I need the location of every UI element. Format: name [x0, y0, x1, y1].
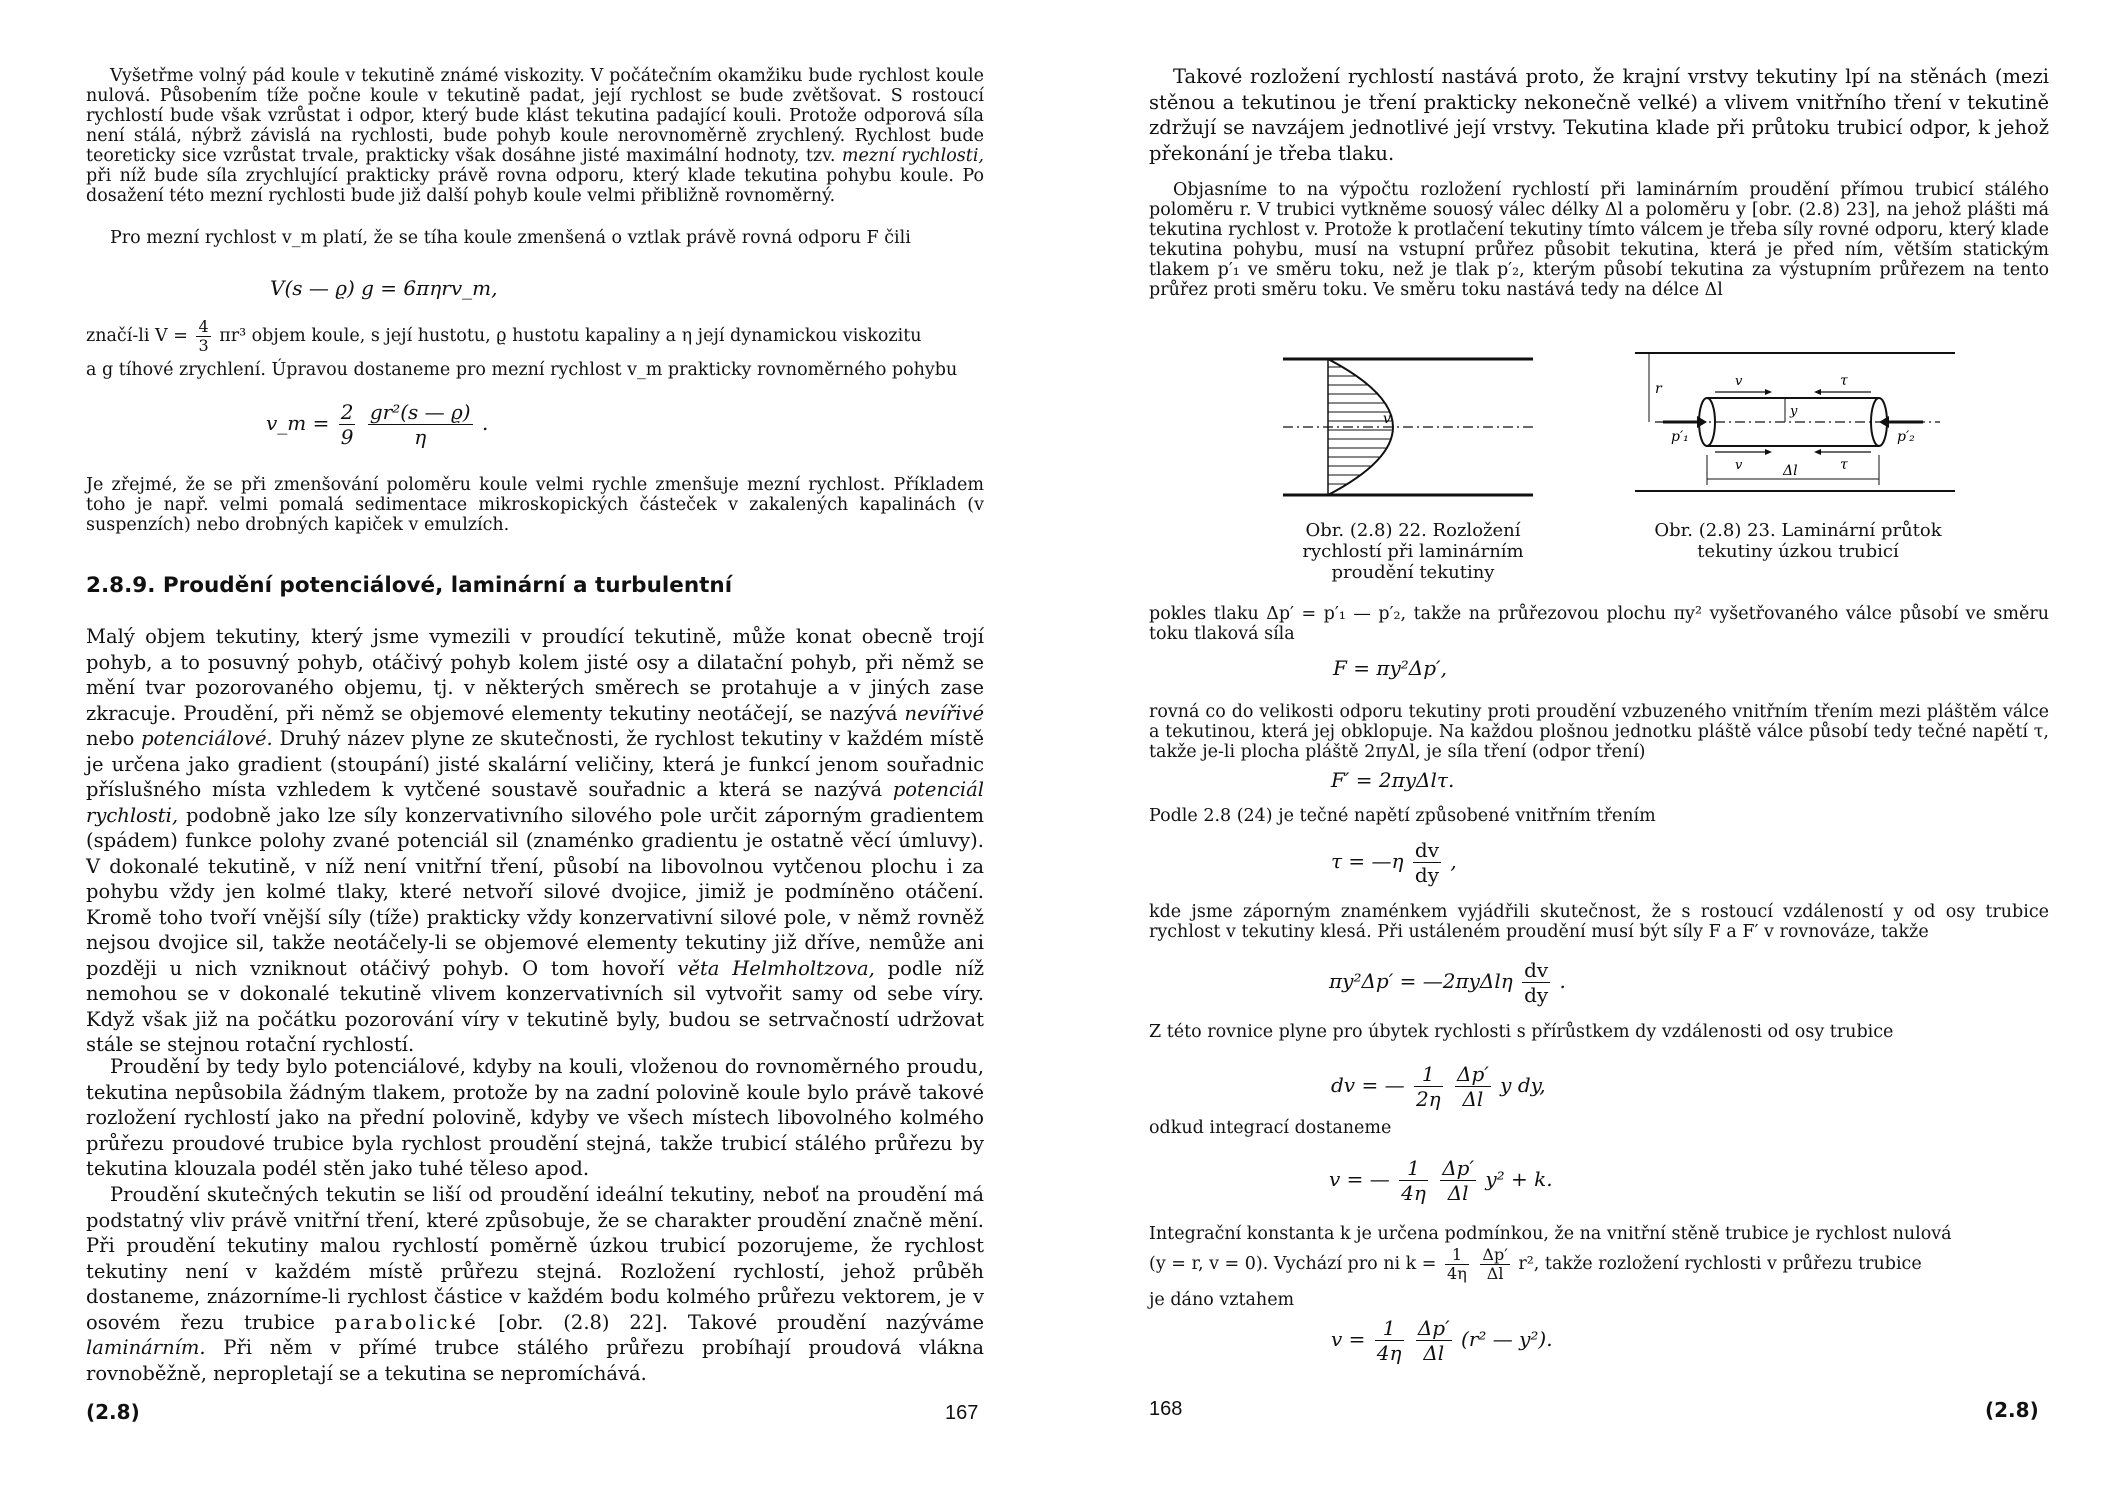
- text: [obr. (2.8) 22]. Takové proudění nazýváme: [498, 1310, 984, 1334]
- text: Proudění skutečných tekutin se liší od proudění ideální tekutiny, neboť na proudění má podstatný vliv právě vnitřní tření, které způsobuje, že se charakter proudění značně mění. Při proudění tekutiny malou rychlostí poměrně úzkou trubicí pozorujeme, že rychlost tekutiny není v každém místě průřezu stejná. Rozložení rychlostí, jehož průběh dostaneme, znázorníme-li rychlost částice v každém bodu kolmého průřezu vektorem, je v osovém řezu trubice: [86, 1183, 984, 1334]
- paragraph: kde jsme záporným znaménkem vyjádřili skutečnost, že s rostoucí vzdáleností y od osy trubice rychlost v tekutiny klesá. Při ustáleném proudění musí být síly F a F′ v rovnováze, takže: [1149, 902, 2049, 942]
- fraction: $\frac{\Delta p'}{\Delta l}$: [1442, 1156, 1475, 1205]
- paragraph: Objasníme to na výpočtu rozložení rychlostí při laminárním proudění přímou trubicí stálého poloměru r. V trubici vytkněme souosý válec délky Δl a poloměru y [obr. (2.8) 23], na jehož plášti má tekutina rychlost v. Protože k protlačení tekutiny tímto válcem je třeba síly rovné odporu, který klade tekutina pohybu, musí na vstupní průřez působit tekutina, která je před ním, větším statickým tlakem p′₁ ve směru toku, než je tlak p′₂, kterým působí tekutina za výstupním průřezem na tento průřez proti směru toku. Ve směru toku nastává tedy na délce Δl: [1149, 180, 2049, 300]
- page-number: 167: [945, 1402, 979, 1424]
- fraction: $\frac{2}{9}$: [340, 400, 354, 449]
- paragraph: Z této rovnice plyne pro úbytek rychlosti s přírůstkem dy vzdálenosti od osy trubice: [1149, 1022, 1894, 1042]
- arrowhead-tau-bottom: [1814, 449, 1821, 455]
- equation: τ = —η $\frac{dv}{dy}$ ,: [1331, 838, 1457, 887]
- text: Při něm v přímé trubce stálého průřezu probíhají proudová vlákna rovnoběžně, nepropletají se a tekutina se nepromíchává.: [86, 1336, 985, 1385]
- equation: V(s — ϱ) g = 6πηrv_m,: [270, 276, 498, 300]
- text: Vyšetřme volný pád koule v tekutině známé viskozity. V počátečním okamžiku bude rychlost koule nulová. Působením tíže počne koule v tekutině padat, její rychlost se bude zvětšovat. S rostoucí rychlostí bude však vzrůstat i odpor, který bude klást tekutina padající kouli. Protože odporová síla není stálá, nýbrž závislá na rychlosti, bude pohyb koule nerovnoměrně zrychlený. Rychlost bude teoreticky sice vzrůstat trvale, prakticky však dosáhne jisté maximální hodnoty, tzv.: [86, 66, 984, 166]
- paragraph: Pro mezní rychlost v_m platí, že se tíha koule zmenšená o vztlak právě rovná odporu F čili: [110, 228, 911, 248]
- emphasis: potenciálové.: [141, 727, 273, 750]
- fraction: $\frac{\Delta p'}{\Delta l}$: [1482, 1245, 1508, 1283]
- emphasis: věta Helmholtzova,: [677, 956, 875, 980]
- section-heading: 2.8.9. Proudění potenciálové, laminární a turbulentní: [86, 573, 733, 598]
- label-v-bottom: v: [1735, 458, 1743, 473]
- paragraph: [1149, 1246, 2049, 1283]
- label-v-top: v: [1735, 374, 1743, 389]
- fraction: $\frac{4}{3}$: [198, 317, 209, 355]
- figure-velocity-profile: [1283, 345, 1533, 515]
- text: podle níž nemohou se v dokonalé tekutině vlivem konzervativních sil vytvořit samy od sebe víry. Když však již na počátku pozorování víry v tekutině byly, budou se setrvačností udržovat stále se stejnou rotační rychlostí.: [86, 956, 985, 1056]
- fraction: $\frac{\text{gr²(s — ϱ)}}{\eta}$: [369, 400, 471, 449]
- footer-section: (2.8): [1985, 1398, 2039, 1422]
- label-tau-bottom: τ: [1840, 457, 1848, 473]
- label-v: v: [1383, 411, 1391, 427]
- footer-section: (2.8): [86, 1400, 140, 1424]
- fraction: $\frac{\Delta p'}{\Delta l}$: [1457, 1062, 1489, 1111]
- paragraph: Proudění by tedy bylo potenciálové, kdyby na kouli, vloženou do rovnoměrného proudu, tekutina nepůsobila žádným tlakem, protože by na zadní polovině koule bylo právě takové rozložení rychlostí jako na přední polovině, kdyby ve všech místech libovolného kolmého průřezu proudové trubice byla rychlost proudění stejná, takže trubicí stálého průřezu by tekutina klouzala podél stěn jako tuhé těleso apod.: [86, 1055, 984, 1180]
- fraction: $\frac{\Delta p'}{\Delta l}$: [1417, 1316, 1450, 1365]
- figure-caption: Obr. (2.8) 22. Rozložení rychlostí při laminárním proudění tekutiny: [1302, 520, 1524, 583]
- paragraph: [86, 1182, 984, 1386]
- label-tau-top: τ: [1840, 373, 1848, 389]
- arrowhead-p2: [1879, 416, 1889, 428]
- paragraph: a g tíhové zrychlení. Úpravou dostaneme pro mezní rychlost v_m prakticky rovnoměrného pohybu: [86, 360, 958, 380]
- text: podobně jako lze síly konzervativního silového pole určit záporným gradientem (spádem) funkce polohy zvané potenciál sil (znaménko gradientu je ostatně věcí úmluvy). V dokonalé tekutině, v níž není vnitřní tření, působí na libovolnou vytčenou plochu i za pohybu vždy jen kolmé tlaky, které netvoří silové dvojice, jimiž je podmíněno otáčení. Kromě toho tvoří vnější síly (tíže) prakticky vždy konzervativní silové pole, v němž rovněž nejsou dvojice sil, takže neotáčely-li se objemové elementy tekutiny již dříve, nemůže ani později u nich vzniknout otáčivý pohyb. O tom hovoří: [86, 803, 984, 980]
- equation: F′ = 2πyΔlτ.: [1331, 768, 1455, 792]
- equation: v_m = $\frac{2}{9}$ $\frac{\text{gr²(s — ϱ)}}{\eta}$ .: [266, 400, 489, 449]
- arrowhead-tau-top: [1814, 389, 1821, 395]
- paragraph: Je zřejmé, že se při zmenšování poloměru koule velmi rychle zmenšuje mezní rychlost. Příkladem toho je např. velmi pomalá sedimentace mikroskopických částeček v zakalených kapalinách (v suspenzích) nebo drobných kapiček v emulzích.: [86, 475, 984, 535]
- fraction: $\frac{1}{2\eta}$: [1415, 1062, 1441, 1111]
- page-number: 168: [1149, 1398, 1183, 1420]
- fraction: $\frac{dv}{dy}$: [1414, 838, 1439, 887]
- text: značí-li V =: [86, 326, 188, 346]
- equation: v = — $\frac{1}{4\eta}$ $\frac{\Delta p'}{\Delta l}$ y² + k.: [1329, 1156, 1553, 1205]
- figure-laminar-tube: [1635, 345, 1955, 500]
- emphasis: potenciál rychlosti,: [86, 778, 985, 827]
- label-dl: Δl: [1783, 463, 1798, 479]
- label-p2: p′₂: [1897, 429, 1915, 445]
- emphasis: mezní rychlosti,: [841, 146, 984, 166]
- fraction: $\frac{dv}{dy}$: [1524, 958, 1549, 1007]
- emphasis: nevířivé: [904, 701, 985, 725]
- emphasis: laminárním.: [86, 1336, 206, 1359]
- arrowhead-p1: [1697, 416, 1707, 428]
- text: při níž bude síla zrychlující prakticky právě rovna odporu, který klade tekutina pohybu koule. Po dosažení této mezní rychlosti bude již další pohyb koule velmi přibližně rovnoměrný.: [86, 166, 984, 206]
- text: (y = r, v = 0). Vychází pro ni k =: [1149, 1254, 1437, 1274]
- text: πr³ objem koule, s její hustotu, ϱ hustotu kapaliny a η její dynamickou viskozitu: [219, 326, 922, 346]
- fraction: $\frac{1}{4\eta}$: [1376, 1316, 1402, 1365]
- arrowhead-v-bottom: [1765, 449, 1772, 455]
- equation: dv = — $\frac{1}{2\eta}$ $\frac{\Delta p'}{\Delta l}$ y dy,: [1331, 1062, 1546, 1111]
- figure-caption: Obr. (2.8) 23. Laminární průtok tekutiny úzkou trubicí: [1654, 520, 1942, 562]
- text: nebo: [86, 727, 135, 750]
- fraction: $\frac{1}{4\eta}$: [1447, 1245, 1467, 1283]
- paragraph: pokles tlaku Δp′ = p′₁ — p′₂, takže na průřezovou plochu πy² vyšetřovaného válce působí ve směru toku tlaková síla: [1149, 604, 2049, 644]
- text: Malý objem tekutiny, který jsme vymezili v proudící tekutině, může konat obecně trojí pohyb, a to posuvný pohyb, otáčivý pohyb kolem jisté osy a dilatační pohyb, při němž se mění tvar pozorovaného objemu, tj. v některých směrech se protahuje a v jiných zase zkracuje. Proudění, při němž se objemové elementy tekutiny neotáčejí, se nazývá: [86, 625, 984, 725]
- text: r², takže rozložení rychlosti v průřezu trubice: [1518, 1254, 1922, 1274]
- text: Druhý název plyne ze skutečnosti, že rychlost tekutiny v každém místě je určena jako gradient (stoupání) jisté skalární veličiny, která je funkcí jenom souřadnic příslušného místa vzhledem k vytčené soustavě souřadnic a která se nazývá: [86, 727, 984, 801]
- label-p1: p′₁: [1671, 429, 1689, 445]
- paragraph: Podle 2.8 (24) je tečné napětí způsobené vnitřním třením: [1149, 806, 1656, 826]
- paragraph: [86, 66, 984, 206]
- paragraph: [86, 318, 984, 355]
- spaced-text: parabolické: [334, 1310, 479, 1334]
- paragraph: je dáno vztahem: [1149, 1290, 1295, 1310]
- right-page: [1063, 0, 2126, 1500]
- equation: v = $\frac{1}{4\eta}$ $\frac{\Delta p'}{\Delta l}$ (r² — y²).: [1331, 1316, 1553, 1365]
- fraction: $\frac{1}{4\eta}$: [1401, 1156, 1426, 1205]
- paragraph: rovná co do velikosti odporu tekutiny proti proudění vzbuzeného vnitřním třením mezi pláštěm válce a tekutinou, která jej obklopuje. Na každou plošnou jednotku pláště válce působí tedy tečné napětí τ, takže je-li plocha pláště 2πyΔl, je síla tření (odpor tření): [1149, 702, 2049, 762]
- paragraph: Takové rozložení rychlostí nastává proto, že krajní vrstvy tekutiny lpí na stěnách (mezi stěnou a tekutinou je tření prakticky nekonečně velké) a vlivem vnitřního tření v tekutině zdržují se navzájem jednotlivé její vrstvy. Tekutina klade při průtoku trubicí odpor, k jehož překonání je třeba tlaku.: [1149, 65, 2049, 165]
- arrowhead-v-top: [1765, 389, 1772, 395]
- paragraph: [86, 624, 984, 1058]
- equation: πy²Δp′ = —2πyΔlη $\frac{dv}{dy}$ .: [1329, 958, 1566, 1007]
- paragraph: odkud integrací dostaneme: [1149, 1118, 1392, 1138]
- equation: F = πy²Δp′,: [1333, 656, 1447, 680]
- label-y: y: [1790, 404, 1798, 419]
- paragraph: Integrační konstanta k je určena podmínkou, že na vnitřní stěně trubice je rychlost nulová: [1149, 1224, 1952, 1244]
- label-r: r: [1655, 381, 1662, 397]
